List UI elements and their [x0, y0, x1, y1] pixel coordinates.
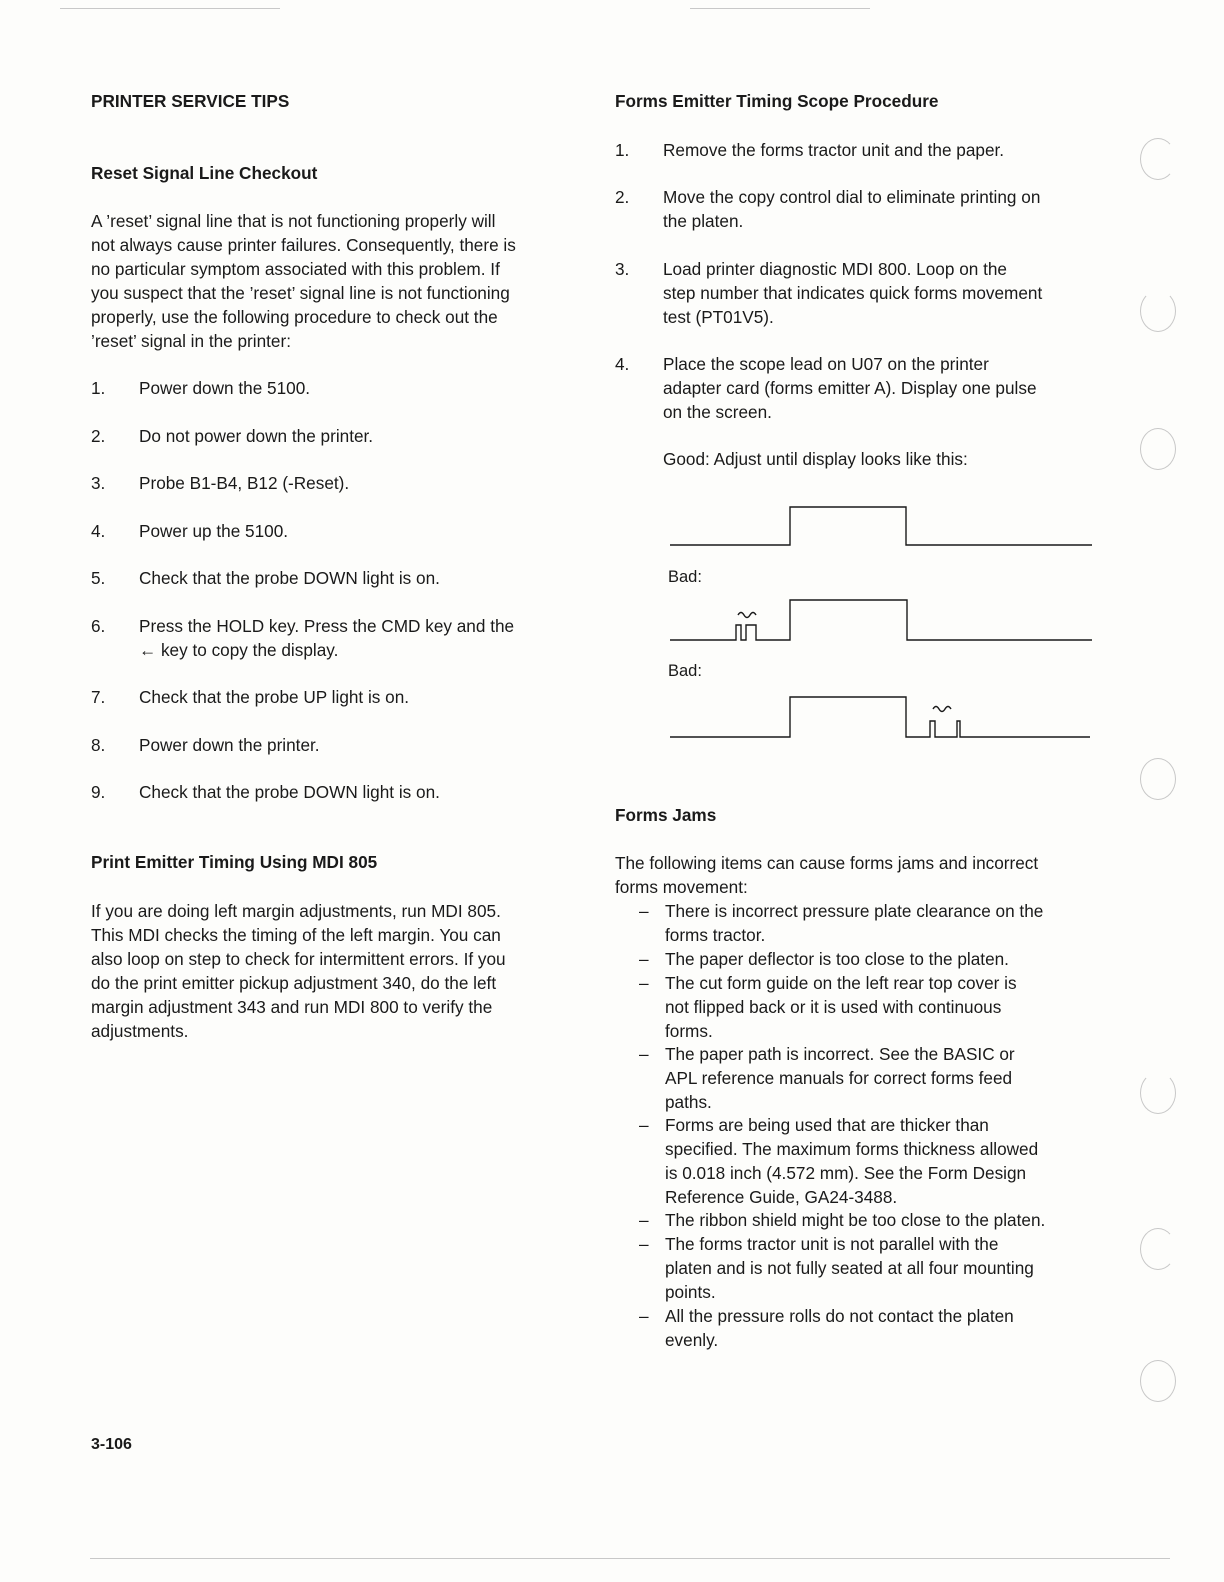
step-number: 4.: [615, 354, 630, 374]
text-line: evenly.: [665, 1330, 719, 1350]
glitch-mark: [738, 613, 756, 618]
step-number: 3.: [91, 473, 106, 493]
step-text: Check that the probe UP light is on.: [139, 687, 410, 707]
text-line: The forms tractor unit is not parallel with the: [665, 1234, 999, 1254]
step-text: Power down the printer.: [139, 735, 320, 755]
text-line: APL reference manuals for correct forms feed: [665, 1068, 1013, 1088]
step-text: [663, 257, 1042, 329]
dash-marker: –: [639, 949, 649, 969]
text-line: The ribbon shield might be too close to the platen.: [665, 1210, 1046, 1230]
text-line: The paper path is incorrect. See the BASIC or: [665, 1044, 1015, 1064]
step-number: 4.: [91, 521, 106, 541]
step-text: Remove the forms tractor unit and the paper.: [663, 140, 1005, 160]
text-line: Forms are being used that are thicker than: [665, 1115, 989, 1135]
reset-intro-paragraph: [91, 209, 516, 353]
scan-edge-line: [690, 8, 870, 9]
text-line: Move the copy control dial to eliminate printing on: [663, 187, 1041, 207]
step-text: Do not power down the printer.: [139, 426, 374, 446]
item-text: [665, 1208, 1045, 1232]
step-text: [663, 185, 1040, 233]
item-text: [665, 899, 1043, 947]
glitch-mark: [933, 707, 951, 712]
text-line: forms tractor.: [665, 925, 766, 945]
punch-hole: [1140, 1360, 1176, 1402]
step-number: 1.: [91, 378, 106, 398]
text-line: ’reset’ signal in the printer:: [91, 331, 291, 351]
item-text: [665, 1042, 1015, 1114]
punch-hole: [1140, 290, 1176, 332]
scan-edge-line: [90, 1558, 1170, 1559]
step-text: Power down the 5100.: [139, 378, 311, 398]
bad-label-1: Bad:: [668, 568, 702, 586]
text-line: also loop on step to check for intermittent errors. If you: [91, 949, 506, 969]
step-number: 7.: [91, 687, 106, 707]
jams-intro-paragraph: [615, 851, 1038, 899]
text-line: not always cause printer failures. Consequently, there is: [91, 235, 516, 255]
text-line: forms.: [665, 1021, 713, 1041]
text-line: points.: [665, 1282, 716, 1302]
punch-hole: [1140, 138, 1176, 180]
text-line: All the pressure rolls do not contact the platen: [665, 1306, 1014, 1326]
text-line: paths.: [665, 1092, 712, 1112]
step-text: [663, 352, 1037, 424]
step-text: Power up the 5100.: [139, 521, 289, 541]
punch-hole: [1140, 428, 1176, 470]
good-waveform-label: Good: Adjust until display looks like this:: [663, 449, 968, 469]
item-text: [665, 1232, 1034, 1304]
text-line: If you are doing left margin adjustments, run MDI 805.: [91, 901, 501, 921]
section-heading-scope-procedure: Forms Emitter Timing Scope Procedure: [615, 91, 939, 111]
section-heading-reset-signal: Reset Signal Line Checkout: [91, 163, 318, 183]
text-line: platen and is not fully seated at all four mounting: [665, 1258, 1034, 1278]
item-text: [665, 1113, 1038, 1209]
scan-edge-line: [60, 8, 280, 9]
text-line: test (PT01V5).: [663, 307, 774, 327]
dash-marker: –: [639, 973, 649, 993]
text-line: adjustments.: [91, 1021, 189, 1041]
text-line: you suspect that the ’reset’ signal line is not functioning: [91, 283, 510, 303]
text-line: is 0.018 inch (4.572 mm). See the Form Design: [665, 1163, 1027, 1183]
good-waveform: [670, 507, 1092, 545]
text-line: Press the HOLD key. Press the CMD key and the: [139, 616, 515, 636]
waveform-diagram: [660, 495, 1100, 750]
dash-marker: –: [639, 1210, 649, 1230]
step-number: 2.: [91, 426, 106, 446]
text-line: forms movement:: [615, 877, 748, 897]
print-emitter-paragraph: [91, 899, 506, 1043]
item-text: [665, 1304, 1014, 1352]
text-line: step number that indicates quick forms movement: [663, 283, 1043, 303]
step-text: Probe B1-B4, B12 (-Reset).: [139, 473, 350, 493]
text-line: A ’reset’ signal line that is not functioning properly will: [91, 211, 496, 231]
text-line: The cut form guide on the left rear top cover is: [665, 973, 1017, 993]
text-line: no particular symptom associated with this problem. If: [91, 259, 500, 279]
page-number: 3-106: [91, 1436, 132, 1453]
bad-waveform-1: [670, 600, 1092, 640]
text-line: on the screen.: [663, 402, 772, 422]
text-line: There is incorrect pressure plate clearance on the: [665, 901, 1044, 921]
step-number: 2.: [615, 187, 630, 207]
dash-marker: –: [639, 901, 649, 921]
item-text: [665, 971, 1017, 1043]
step-text: Check that the probe DOWN light is on.: [139, 782, 440, 802]
step-number: 3.: [615, 259, 630, 279]
step-number: 5.: [91, 568, 106, 588]
text-line: not flipped back or it is used with continuous: [665, 997, 1002, 1017]
text-line: Load printer diagnostic MDI 800. Loop on the: [663, 259, 1007, 279]
text-line: properly, use the following procedure to check out the: [91, 307, 498, 327]
text-line: do the print emitter pickup adjustment 340, do the left: [91, 973, 497, 993]
text-line: specified. The maximum forms thickness allowed: [665, 1139, 1039, 1159]
step-number: 9.: [91, 782, 106, 802]
step-text: [139, 614, 514, 662]
page-title: PRINTER SERVICE TIPS: [91, 91, 290, 111]
punch-hole: [1140, 1228, 1176, 1270]
punch-hole: [1140, 1072, 1176, 1114]
dash-marker: –: [639, 1234, 649, 1254]
step-number: 8.: [91, 735, 106, 755]
punch-hole: [1140, 758, 1176, 800]
text-line: adapter card (forms emitter A). Display one pulse: [663, 378, 1037, 398]
text-line: Reference Guide, GA24-3488.: [665, 1187, 898, 1207]
step-text: Check that the probe DOWN light is on.: [139, 568, 440, 588]
section-heading-print-emitter: Print Emitter Timing Using MDI 805: [91, 852, 378, 872]
bad-label-2: Bad:: [668, 662, 702, 680]
step-number: 1.: [615, 140, 630, 160]
dash-marker: –: [639, 1115, 649, 1135]
dash-marker: –: [639, 1044, 649, 1064]
step-number: 6.: [91, 616, 106, 636]
text-line: ← key to copy the display.: [139, 640, 339, 660]
item-text: [665, 947, 1009, 971]
text-line: This MDI checks the timing of the left margin. You can: [91, 925, 501, 945]
text-line: margin adjustment 343 and run MDI 800 to verify the: [91, 997, 493, 1017]
text-line: the platen.: [663, 211, 744, 231]
text-line: The paper deflector is too close to the platen.: [665, 949, 1009, 969]
bad-waveform-2: [670, 697, 1090, 737]
text-line: The following items can cause forms jams and incorrect: [615, 853, 1039, 873]
dash-marker: –: [639, 1306, 649, 1326]
section-heading-forms-jams: Forms Jams: [615, 805, 717, 825]
text-line: Place the scope lead on U07 on the printer: [663, 354, 989, 374]
